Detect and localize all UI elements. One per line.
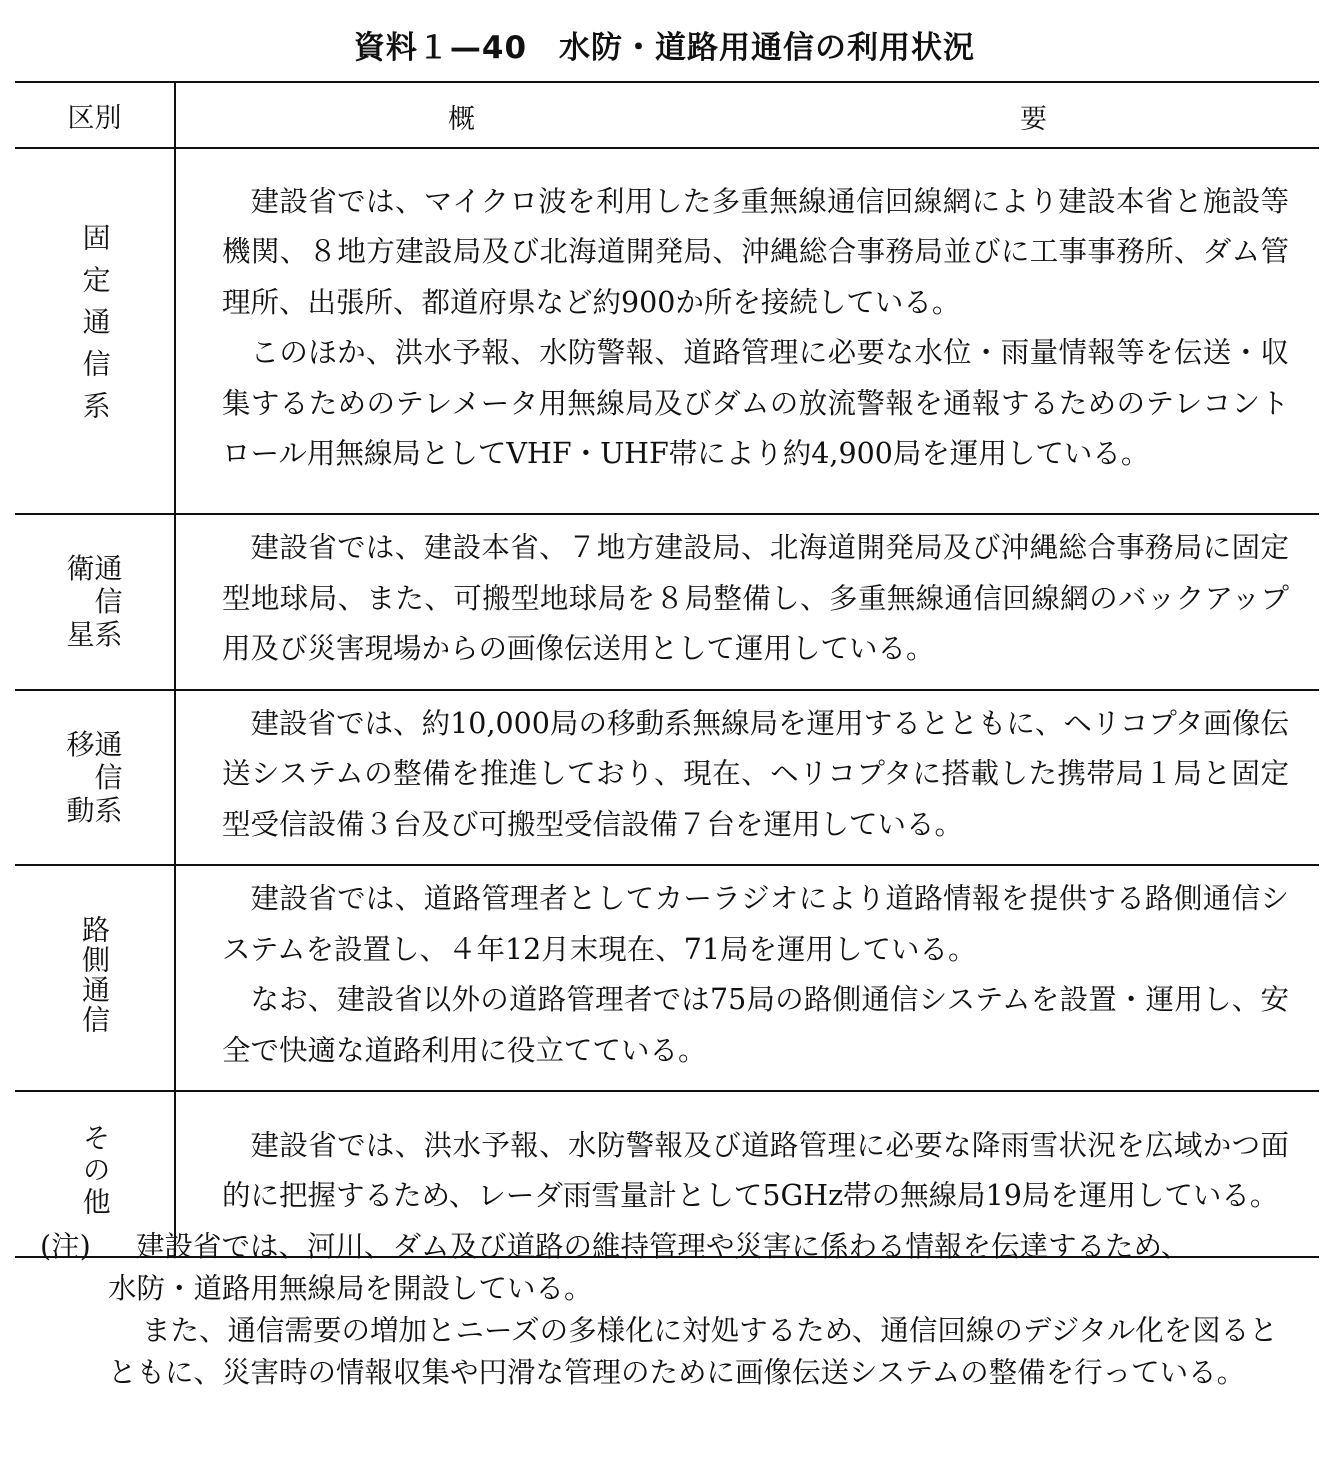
kind-cell-mobile <box>15 690 175 866</box>
content-cell-roadside <box>175 865 1319 1091</box>
kind-line: 信 <box>94 585 123 619</box>
header-summary-left: 概 <box>448 104 475 135</box>
kind-label-other: その他 <box>78 1122 112 1219</box>
table-row-satellite <box>15 514 1319 690</box>
footnote-paragraph: また、通信需要の増加とニーズの多様化に対処するため、通信回線のデジタル化を図るとともに、災害時の情報収集や円滑な管理のために画像伝送システムの整備を行っている。 <box>108 1314 1278 1389</box>
page-title: 資料１—40 水防・道路用通信の利用状況 <box>353 30 976 66</box>
table-header-row <box>15 82 1319 148</box>
footnote-line <box>40 1226 1300 1268</box>
paragraph: 建設省では、道路管理者としてカーラジオにより道路情報を提供する路側通信システムを設置し、４年12月末現在、71局を運用している。 <box>222 882 1289 966</box>
kind-line: 衛通 <box>66 552 123 586</box>
header-summary <box>175 82 1319 148</box>
paragraph: 建設省では、約10,000局の移動系無線局を運用するとともに、ヘリコプタ画像伝送システムの整備を推進しており、現在、ヘリコプタに搭載した携帯局１局と固定型受信設備３台及び可搬型受信設備７台を運用している。 <box>222 706 1289 841</box>
kind-label-roadside: 路側通信 <box>78 914 111 1035</box>
usage-table <box>15 81 1319 1258</box>
kind-line: 信 <box>94 760 123 794</box>
kind-label-fixed: 固定通信系 <box>78 222 112 433</box>
paragraph: 建設省では、洪水予報、水防警報及び道路管理に必要な降雨雪状況を広域かつ面的に把握するため、レーダ雨雪量計として5GHz帯の無線局19局を運用している。 <box>222 1128 1289 1212</box>
footnote-line: 水防・道路用無線局を開設している。 <box>108 1272 593 1305</box>
header-summary-right: 要 <box>1020 104 1047 135</box>
kind-line: 動系 <box>66 793 123 827</box>
content-cell-mobile <box>175 690 1319 866</box>
kind-cell-fixed <box>15 148 175 514</box>
footnote <box>40 1226 1300 1394</box>
content-cell-fixed <box>175 148 1319 514</box>
kind-cell-roadside <box>15 865 175 1091</box>
footnote-label: (注) <box>40 1230 91 1263</box>
paragraph: なお、建設省以外の道路管理者では75局の路側通信システムを設置・運用し、安全で快適な道路利用に役立てている。 <box>222 983 1289 1067</box>
paragraph: このほか、洪水予報、水防警報、道路管理に必要な水位・雨量情報等を伝送・収集するためのテレメータ用無線局及びダムの放流警報を通報するためのテレコントロール用無線局としてVHF・UHF帯により約4,900局を運用している。 <box>222 336 1289 470</box>
paragraph: 建設省では、建設本省、７地方建設局、北海道開発局及び沖縄総合事務局に固定型地球局、また、可搬型地球局を８局整備し、多重無線通信回線網のバックアップ用及び災害現場からの画像伝送用として運用している。 <box>222 531 1289 665</box>
kind-cell-satellite <box>15 514 175 690</box>
table-row-mobile <box>15 690 1319 866</box>
header-kind: 区別 <box>15 82 175 148</box>
kind-line: 移通 <box>66 727 123 761</box>
footnote-text: 建設省では、河川、ダム及び道路の維持管理や災害に係わる情報を伝達するため、 <box>136 1230 1190 1263</box>
kind-line: 星系 <box>66 618 123 652</box>
content-cell-satellite <box>175 514 1319 690</box>
table-row-fixed <box>15 148 1319 514</box>
paragraph: 建設省では、マイクロ波を利用した多重無線通信回線網により建設本省と施設等機関、８地方建設局及び北海道開発局、沖縄総合事務局並びに工事事務所、ダム管理所、出張所、都道府県など約900か所を接続している。 <box>222 184 1289 319</box>
kind-label-satellite <box>66 552 122 651</box>
table-row-roadside <box>15 865 1319 1091</box>
kind-label-mobile <box>66 728 122 827</box>
